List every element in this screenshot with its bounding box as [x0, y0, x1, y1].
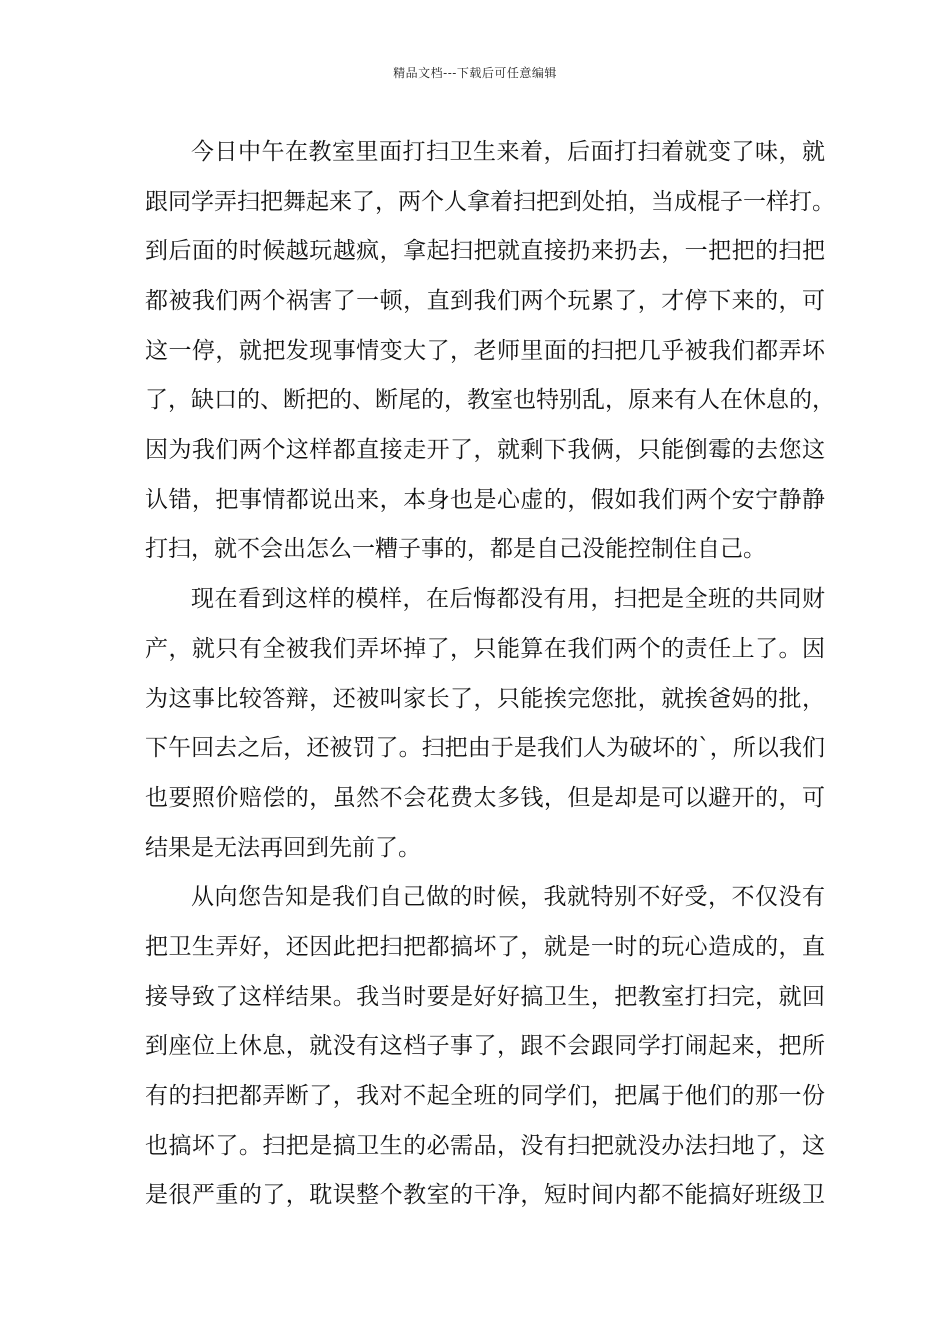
body-line: 产，就只有全被我们弄坏掉了，只能算在我们两个的责任上了。因	[145, 636, 825, 662]
body-line: 也搞坏了。扫把是搞卫生的必需品，没有扫把就没办法扫地了，这	[145, 1133, 825, 1159]
body-line: 结果是无法再回到先前了。	[145, 835, 421, 861]
body-line: 把卫生弄好，还因此把扫把都搞坏了，就是一时的玩心造成的，直	[145, 934, 825, 960]
body-line: 有的扫把都弄断了，我对不起全班的同学们，把属于他们的那一份	[145, 1083, 825, 1109]
body-line: 现在看到这样的模样，在后悔都没有用，扫把是全班的共同财	[191, 586, 825, 612]
body-line: 这一停，就把发现事情变大了，老师里面的扫把几乎被我们都弄坏	[145, 338, 825, 364]
body-line: 认错，把事情都说出来，本身也是心虚的，假如我们两个安宁静静	[145, 487, 825, 513]
body-line: 跟同学弄扫把舞起来了，两个人拿着扫把到处拍，当成棍子一样打。	[145, 189, 835, 215]
body-line: 接导致了这样结果。我当时要是好好搞卫生，把教室打扫完，就回	[145, 984, 825, 1010]
body-line: 到后面的时候越玩越疯，拿起扫把就直接扔来扔去，一把把的扫把	[145, 238, 825, 264]
body-line: 因为我们两个这样都直接走开了，就剩下我俩，只能倒霉的去您这	[145, 437, 825, 463]
body-line: 也要照价赔偿的，虽然不会花费太多钱，但是却是可以避开的，可	[145, 785, 825, 811]
body-line: 为这事比较答辩，还被叫家长了，只能挨完您批，就挨爸妈的批，	[145, 686, 825, 712]
body-line: 下午回去之后，还被罚了。扫把由于是我们人为破坏的`，所以我们	[145, 735, 825, 761]
body-line: 都被我们两个祸害了一顿，直到我们两个玩累了，才停下来的，可	[145, 288, 825, 314]
body-line: 到座位上休息，就没有这档子事了，跟不会跟同学打闹起来，把所	[145, 1033, 825, 1059]
body-line: 从向您告知是我们自己做的时候，我就特别不好受，不仅没有	[191, 884, 825, 910]
body-line: 今日中午在教室里面打扫卫生来着，后面打扫着就变了味，就	[191, 139, 825, 165]
body-line: 了，缺口的、断把的、断尾的，教室也特别乱，原来有人在休息的，	[145, 387, 835, 413]
page-header: 精品文档---下载后可任意编辑	[393, 66, 557, 80]
body-line: 打扫，就不会出怎么一糟子事的，都是自己没能控制住自己。	[145, 536, 766, 562]
body-line: 是很严重的了，耽误整个教室的干净，短时间内都不能搞好班级卫	[145, 1182, 825, 1208]
